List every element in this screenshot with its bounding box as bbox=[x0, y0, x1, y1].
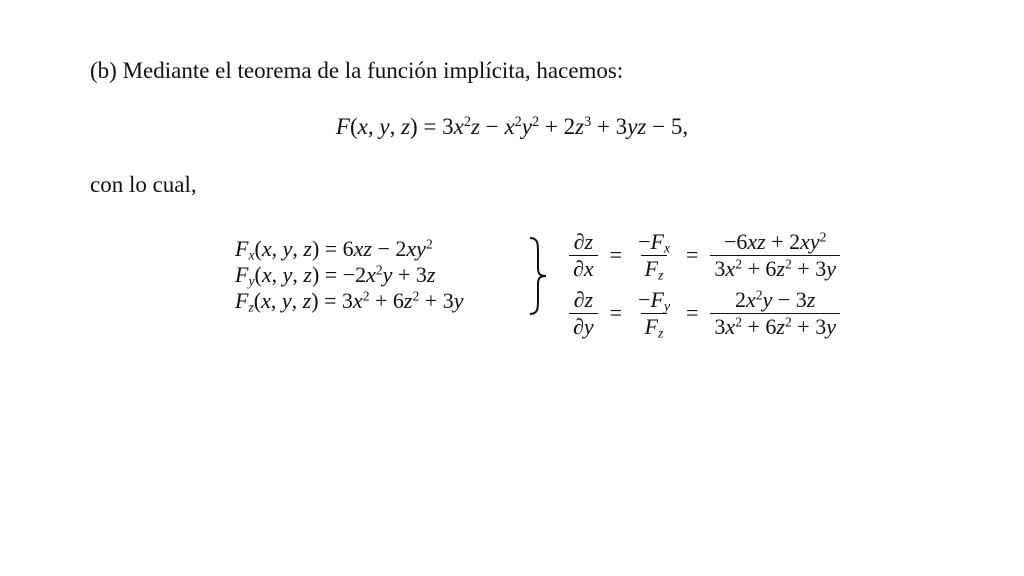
right-brace-icon bbox=[526, 236, 550, 316]
fraction-neg-fx-over-fz: $\frac{-F_x}{F_z}$ bbox=[638, 228, 670, 282]
fraction-dz-dy: $\frac{\partial z}{\partial y}$ bbox=[569, 288, 598, 339]
fraction-neg-fy-over-fz: $\frac{-F_y}{F_z}$ bbox=[638, 286, 670, 340]
fraction-dz-dx-result: $\frac{-6xz + 2xy^2}{3x^2 + 6z^2 + 3y}$ bbox=[710, 230, 840, 281]
function-definition: F(x, y, $z) = 3x^2z - x^2y^2 + 2z^3 + 3yz - 5$, bbox=[335, 114, 689, 139]
intro-text: (b) Mediante el teorema de la función implícita, hacemos: bbox=[90, 58, 624, 83]
dz-dx-row: $\frac{\partial z}{\partial x}$ = $\frac{-F_x}{F_z}$ = $\frac{-6xz + 2xy^2}{3x^2 + 6z^2 + 3y}$ bbox=[565, 226, 844, 284]
dz-dy-row: $\frac{\partial z}{\partial y}$ = $\frac{-F_y}{F_z}$ = $\frac{2x^2y - 3z}{3x^2 + 6z^2 + 3y}$ bbox=[565, 284, 844, 342]
fraction-dz-dx: $\frac{\partial z}{\partial x}$ bbox=[569, 230, 598, 281]
partial-derivatives-system bbox=[235, 236, 463, 314]
partial-fx: $F_x(x$, y, $z) = 6xz - 2xy^2$ bbox=[235, 236, 433, 263]
connector-text: con lo cual, bbox=[90, 172, 197, 197]
partial-fz: $F_z(x$, y, $z) = 3x^2 + 6z^2 + 3y$ bbox=[235, 288, 464, 315]
implicit-derivatives bbox=[565, 226, 844, 342]
partial-fy: $F_y(x$, y, $z) = -2x^2y + 3z$ bbox=[235, 262, 436, 289]
fraction-dz-dy-result: $\frac{2x^2y - 3z}{3x^2 + 6z^2 + 3y}$ bbox=[710, 288, 840, 339]
